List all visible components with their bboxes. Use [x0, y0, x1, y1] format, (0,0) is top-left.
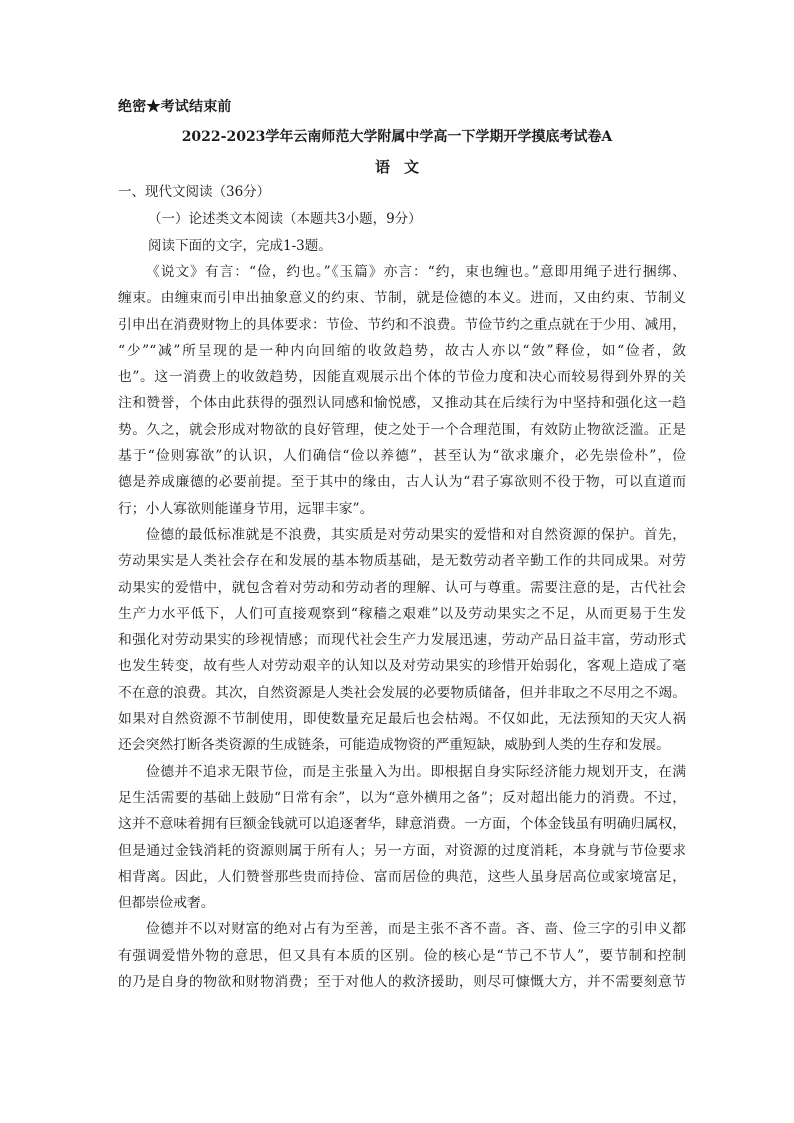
passage-line: 也”。这一消费上的收敛趋势，因能直观展示出个体的节俭力度和决心而较易得到外界的关	[118, 369, 686, 386]
passage-line: 注和赞誉，个体由此获得的强烈认同感和愉悦感，又推动其在后续行为中坚持和强化这一趋	[118, 395, 686, 412]
section-heading: 一、现代文阅读（36分）	[118, 184, 271, 200]
passage-line: 缠束。由缠束而引申出抽象意义的约束、节制，就是俭德的本义。进而，又由约束、节制义	[118, 290, 686, 307]
passage-line: 不在意的浪费。其次，自然资源是人类社会发展的必要物质储备，但并非取之不尽用之不竭。	[118, 684, 686, 701]
confidential-label: 绝密★考试结束前	[118, 99, 232, 115]
passage-line: 俭德并不以对财富的绝对占有为至善，而是主张不吝不啬。吝、啬、俭三字的引申义都	[146, 921, 686, 938]
passage-line: 但是通过金钱消耗的资源则属于所有人；另一方面，对资源的过度消耗，本身就与节俭要求	[118, 842, 686, 859]
passage-line: 德是养成廉德的必要前提。至于其中的缘由，古人认为“君子寡欲则不役于物，可以直道而	[118, 474, 686, 491]
passage-line: 如果对自然资源不节制使用，即使数量充足最后也会枯竭。不仅如此，无法预知的天灾人祸	[118, 711, 686, 728]
reading-instruction: 阅读下面的文字，完成1-3题。	[148, 238, 332, 254]
passage-line: 引申出在消费财物上的具体要求：节俭、节约和不浪费。节俭节约之重点就在于少用、减用，	[118, 316, 686, 333]
passage-line: 还会突然打断各类资源的生成链条，可能造成物资的严重短缺，威胁到人类的生存和发展。	[118, 737, 670, 754]
exam-title: 2022-2023学年云南师范大学附属中学高一下学期开学摸底考试卷A	[181, 129, 613, 145]
passage-line: 足生活需要的基础上鼓励“日常有余”，以为“意外横用之备”；反对超出能力的消费。不过，	[118, 789, 686, 806]
passage-line: 基于“俭则寡欲”的认识，人们确信“俭以养德”，甚至认为“欲求廉介，必先崇俭朴”，俭	[118, 448, 686, 465]
sub-section-heading: （一）论述类文本阅读（本题共3小题，9分）	[148, 211, 422, 227]
passage-paragraph	[118, 916, 686, 995]
passage-line: 俭德并不追求无限节俭，而是主张量入为出。即根据自身实际经济能力规划开支，在满	[146, 763, 686, 780]
passage-line: “少”“减”所呈现的是一种内向回缩的收敛趋势，故古人亦以“敛”释俭，如“俭者，敛	[118, 342, 686, 359]
passage-paragraph	[118, 759, 686, 917]
passage-line: 俭德的最低标准就是不浪费，其实质是对劳动果实的爱惜和对自然资源的保护。首先，	[146, 526, 686, 543]
passage-line: 《说文》有言：“俭，约也。”《玉篇》亦言：“约，束也缠也。”意即用绳子进行捆绑、	[146, 264, 686, 280]
subject-title: 语文	[374, 158, 433, 176]
reading-passage	[118, 259, 686, 995]
passage-line: 有强调爱惜外物的意思，但又具有本质的区别。俭的核心是“节己不节人”，要节制和控制	[118, 947, 686, 964]
passage-line: 相背离。因此，人们赞誉那些贵而持俭、富而居俭的典范，这些人虽身居高位或家境富足，	[118, 868, 686, 885]
passage-line: 劳动果实是人类社会存在和发展的基本物质基础，是无数劳动者辛勤工作的共同成果。对劳	[118, 553, 686, 570]
passage-line: 势。久之，就会形成对物欲的良好管理，使之处于一个合理范围，有效防止物欲泛滥。正是	[118, 421, 686, 438]
passage-line: 生产力水平低下，人们可直接观察到“稼穑之艰难”以及劳动果实之不足，从而更易于生发	[118, 605, 686, 622]
passage-paragraph	[118, 259, 686, 522]
passage-paragraph	[118, 522, 686, 759]
passage-line: 这并不意味着拥有巨额金钱就可以追逐奢华，肆意消费。一方面，个体金钱虽有明确归属权，	[118, 816, 686, 833]
passage-line: 动果实的爱惜中，就包含着对劳动和劳动者的理解、认可与尊重。需要注意的是，古代社会	[118, 579, 686, 596]
passage-line: 和强化对劳动果实的珍视情感；而现代社会生产力发展迅速，劳动产品日益丰富，劳动形式	[118, 632, 686, 649]
passage-line: 行；小人寡欲则能谨身节用，远罪丰家”。	[118, 500, 374, 517]
passage-line: 也发生转变，故有些人对劳动艰辛的认知以及对劳动果实的珍惜开始弱化，客观上造成了毫	[118, 658, 686, 675]
passage-line: 但都崇俭戒奢。	[118, 895, 215, 912]
passage-line: 的乃是自身的物欲和财物消费；至于对他人的救济援助，则尽可慷慨大方，并不需要刻意节	[118, 974, 686, 991]
